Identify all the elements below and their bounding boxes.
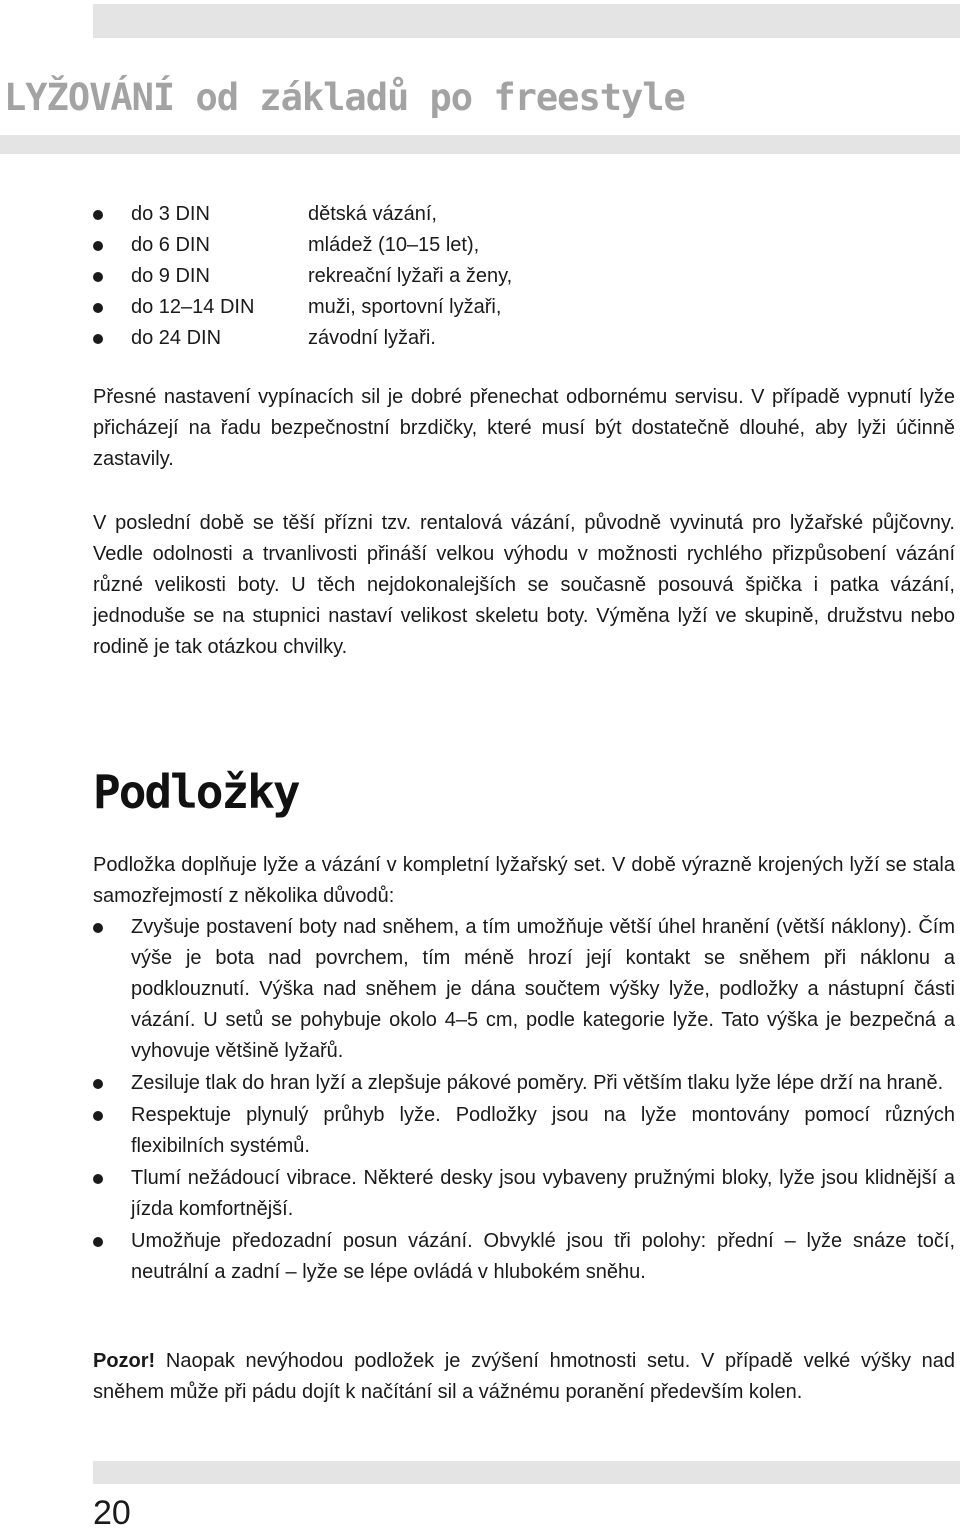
list-item <box>93 261 693 292</box>
list-item <box>93 1163 955 1225</box>
section-intro: Podložka doplňuje lyže a vázání v kompletní lyžařský set. V době výrazně krojených lyží se stala samozřejmostí z několika důvodů: <box>93 854 955 907</box>
reason-text: Tlumí nežádoucí vibrace. Některé desky jsou vybaveny pružnými bloky, lyže jsou klidnější a jízda komfortnější. <box>131 1167 955 1220</box>
list-item <box>93 912 955 1067</box>
bullet-icon <box>93 210 103 220</box>
warning-label: Pozor! <box>93 1350 156 1372</box>
din-value: do 3 DIN <box>131 203 210 225</box>
din-description: mládež (10–15 let), <box>308 234 480 256</box>
bullet-icon <box>93 1079 103 1089</box>
section-heading: Podložky <box>93 765 299 819</box>
reason-text: Umožňuje předozadní posun vázání. Obvyklé jsou tři polohy: přední – lyže snáze točí, neutrální a zadní – lyže se lépe ovládá v hlubokém sněhu. <box>131 1230 955 1283</box>
bullet-icon <box>93 1237 103 1247</box>
bullet-icon <box>93 1174 103 1184</box>
footer-bar <box>93 1461 960 1484</box>
bullet-icon <box>93 272 103 282</box>
din-description: muži, sportovní lyžaři, <box>308 296 502 318</box>
din-list <box>93 199 693 354</box>
din-description: dětská vázání, <box>308 203 437 225</box>
bullet-icon <box>93 334 103 344</box>
page-title: LYŽOVÁNÍ od základů po freestyle <box>4 76 685 119</box>
list-item <box>93 292 693 323</box>
reasons-list <box>93 912 955 1289</box>
paragraph-adjustment: Přesné nastavení vypínacích sil je dobré přenechat odbornému servisu. V případě vypnutí lyže přicházejí na řadu bezpečnostní brzdičky, které musí být dostatečně dlouhé, aby lyži účinně zastavily. <box>93 386 955 470</box>
din-description: rekreační lyžaři a ženy, <box>308 265 513 287</box>
bullet-icon <box>93 1111 103 1121</box>
reason-text: Respektuje plynulý průhyb lyže. Podložky jsou na lyže montovány pomocí různých flexibilních systémů. <box>131 1104 955 1157</box>
din-value: do 12–14 DIN <box>131 296 255 318</box>
din-value: do 6 DIN <box>131 234 210 256</box>
list-item <box>93 199 693 230</box>
din-value: do 24 DIN <box>131 327 222 349</box>
list-item <box>93 1100 955 1162</box>
bullet-icon <box>93 923 103 933</box>
bullet-icon <box>93 303 103 313</box>
bullet-icon <box>93 241 103 251</box>
title-rule <box>0 135 960 154</box>
paragraph-rental-bindings: V poslední době se těší přízni tzv. rentalová vázání, původně vyvinutá pro lyžařské půjčovny. Vedle odolnosti a trvanlivosti přináší velkou výhodu v možnosti rychlého přizpůsobení vázání různé velikosti boty. U těch nejdokonalejších se současně posouvá špička i patka vázání, jednoduše se na stupnici nastaví velikost skeletu boty. Výměna lyží ve skupině, družstvu nebo rodině je tak otázkou chvilky. <box>93 512 955 658</box>
header-bar <box>93 4 960 38</box>
list-item <box>93 1068 955 1099</box>
list-item <box>93 1226 955 1288</box>
warning-text: Naopak nevýhodou podložek je zvýšení hmotnosti setu. V případě velké výšky nad sněhem může při pádu dojít k načítání sil a vážnému poranění především kolen. <box>93 1350 955 1403</box>
reason-text: Zvyšuje postavení boty nad sněhem, a tím umožňuje větší úhel hranění (větší náklony). Čím výše je bota nad povrchem, tím méně hrozí její kontakt se sněhem při náklonu a podklouznutí. Výška nad sněhem je dána součtem výšky lyže, podložky a nástupní části vázání. U setů se pohybuje okolo 4–5 cm, podle kategorie lyže. Tato výška je bezpečná a vyhovuje většině lyžařů. <box>131 916 955 1062</box>
page-number: 20 <box>93 1494 131 1532</box>
din-description: závodní lyžaři. <box>308 327 436 349</box>
warning-paragraph <box>93 1346 955 1408</box>
list-item <box>93 323 693 354</box>
din-value: do 9 DIN <box>131 265 210 287</box>
reason-text: Zesiluje tlak do hran lyží a zlepšuje pákové poměry. Při větším tlaku lyže lépe drží na hraně. <box>131 1072 944 1094</box>
list-item <box>93 230 693 261</box>
